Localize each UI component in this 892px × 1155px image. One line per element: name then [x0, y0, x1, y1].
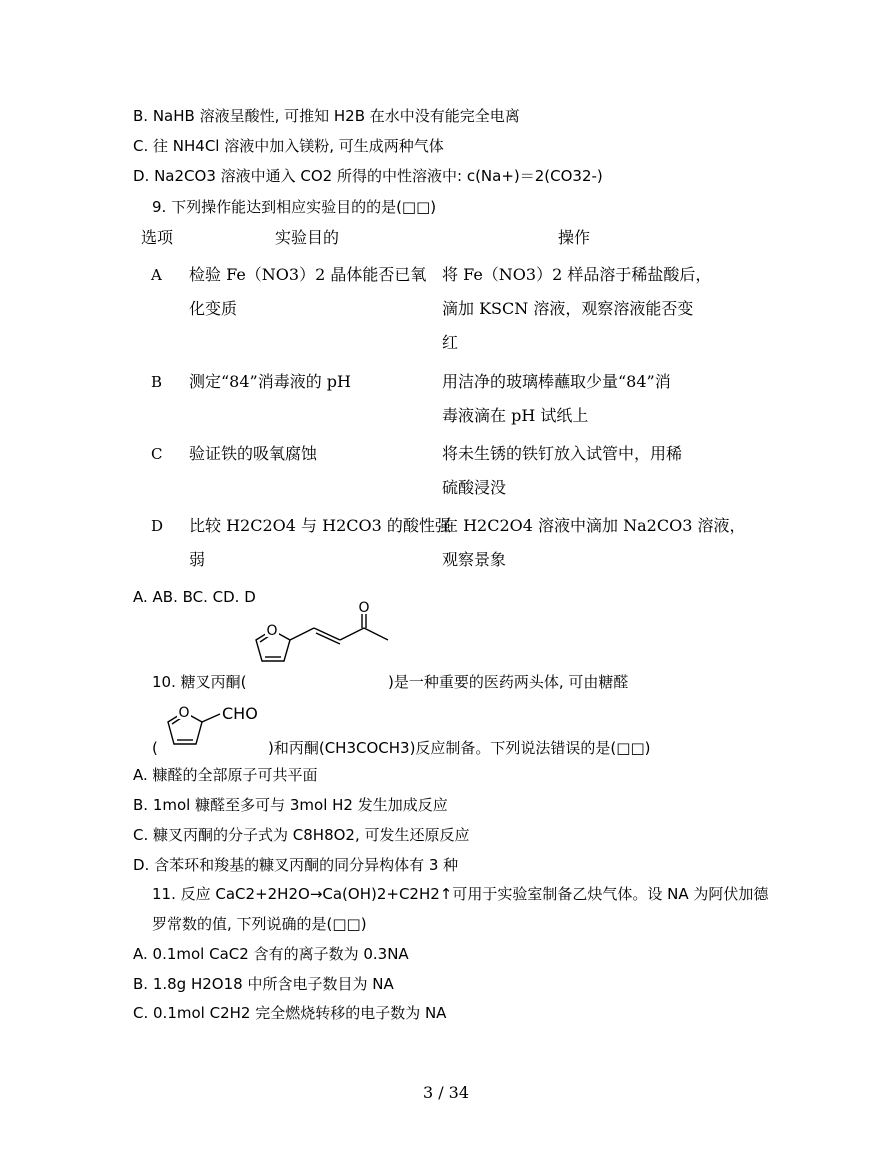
ketone-oxygen-label: O: [358, 600, 370, 616]
row-b-option: B: [151, 373, 163, 391]
row-a-op-3: 红: [442, 333, 459, 352]
table-header-option: 选项: [141, 228, 174, 247]
q10-option-d: D. 含苯环和羧基的糠叉丙酮的同分异构体有 3 种: [133, 856, 459, 874]
q10-stem-part4: )和丙酮(CH3COCH3)反应制备。下列说法错误的是(□□): [268, 739, 651, 757]
q11-stem-line1: 11. 反应 CaC2+2H2O→Ca(OH)2+C2H2↑可用于实验室制备乙炔气体。设 NA 为阿伏加德: [152, 885, 769, 903]
q11-option-b: B. 1.8g H2O18 中所含电子数目为 NA: [133, 975, 394, 993]
q10-option-a: A. 糠醛的全部原子可共平面: [133, 766, 318, 784]
row-b-op-1: 用洁净的玻璃棒蘸取少量“84”消: [442, 372, 671, 391]
q8-option-b: B. NaHB 溶液呈酸性, 可推知 H2B 在水中没有能完全电离: [133, 107, 520, 125]
row-a-op-2: 滴加 KSCN 溶液，观察溶液能否变: [442, 299, 694, 318]
row-c-purpose-1: 验证铁的吸氧腐蚀: [189, 444, 318, 463]
row-a-op-1: 将 Fe（NO3）2 样品溶于稀盐酸后，: [442, 265, 712, 284]
furfural-structure: [162, 702, 272, 754]
q11-stem-line2: 罗常数的值, 下列说确的是(□□): [152, 915, 367, 933]
row-c-op-2: 硫酸浸没: [442, 478, 507, 497]
row-c-option: C: [151, 445, 163, 463]
q10-option-c: C. 糠叉丙酮的分子式为 C8H8O2, 可发生还原反应: [133, 826, 470, 844]
q11-option-a: A. 0.1mol CaC2 含有的离子数为 0.3NA: [133, 945, 409, 963]
q8-option-c: C. 往 NH4Cl 溶液中加入镁粉, 可生成两种气体: [133, 137, 444, 155]
q8-option-d: D. Na2CO3 溶液中通入 CO2 所得的中性溶液中: c(Na+)＝2(CO32-): [133, 167, 603, 185]
q9-answer-options: A. AB. BC. CD. D: [133, 588, 256, 606]
q9-stem: 9. 下列操作能达到相应实验目的的是(□□): [152, 198, 437, 216]
row-b-purpose-1: 测定“84”消毒液的 pH: [189, 372, 352, 391]
row-d-op-2: 观察景象: [442, 550, 507, 569]
row-a-option: A: [151, 266, 162, 284]
q10-stem-part1: 10. 糖叉丙酮(: [152, 673, 247, 691]
page-number: 3 / 34: [422, 1083, 470, 1102]
ring-oxygen-label-2: O: [178, 705, 190, 721]
row-d-option: D: [151, 517, 164, 535]
furfurylidene-acetone-structure: [250, 600, 410, 684]
row-d-purpose-2: 弱: [189, 550, 206, 569]
row-d-purpose-1: 比较 H2C2O4 与 H2CO3 的酸性强: [189, 516, 451, 535]
row-b-op-2: 毒液滴在 pH 试纸上: [442, 406, 589, 425]
q10-option-b: B. 1mol 糠醛至多可与 3mol H2 发生加成反应: [133, 796, 448, 814]
row-a-purpose-1: 检验 Fe（NO3）2 晶体能否已氧: [189, 265, 427, 284]
ring-oxygen-label-1: O: [266, 623, 278, 639]
row-a-purpose-2: 化变质: [189, 299, 238, 318]
q10-stem-part2: )是一种重要的医药两头体, 可由糖醛: [388, 673, 629, 691]
table-header-purpose: 实验目的: [275, 228, 340, 247]
row-d-op-1: 在 H2C2O4 溶液中滴加 Na2CO3 溶液，: [442, 516, 746, 535]
cho-group-label: CHO: [222, 704, 258, 723]
table-header-operation: 操作: [558, 228, 591, 247]
q10-stem-part3: (: [152, 739, 158, 757]
row-c-op-1: 将未生锈的铁钉放入试管中，用稀: [442, 444, 683, 463]
q11-option-c: C. 0.1mol C2H2 完全燃烧转移的电子数为 NA: [133, 1004, 447, 1022]
